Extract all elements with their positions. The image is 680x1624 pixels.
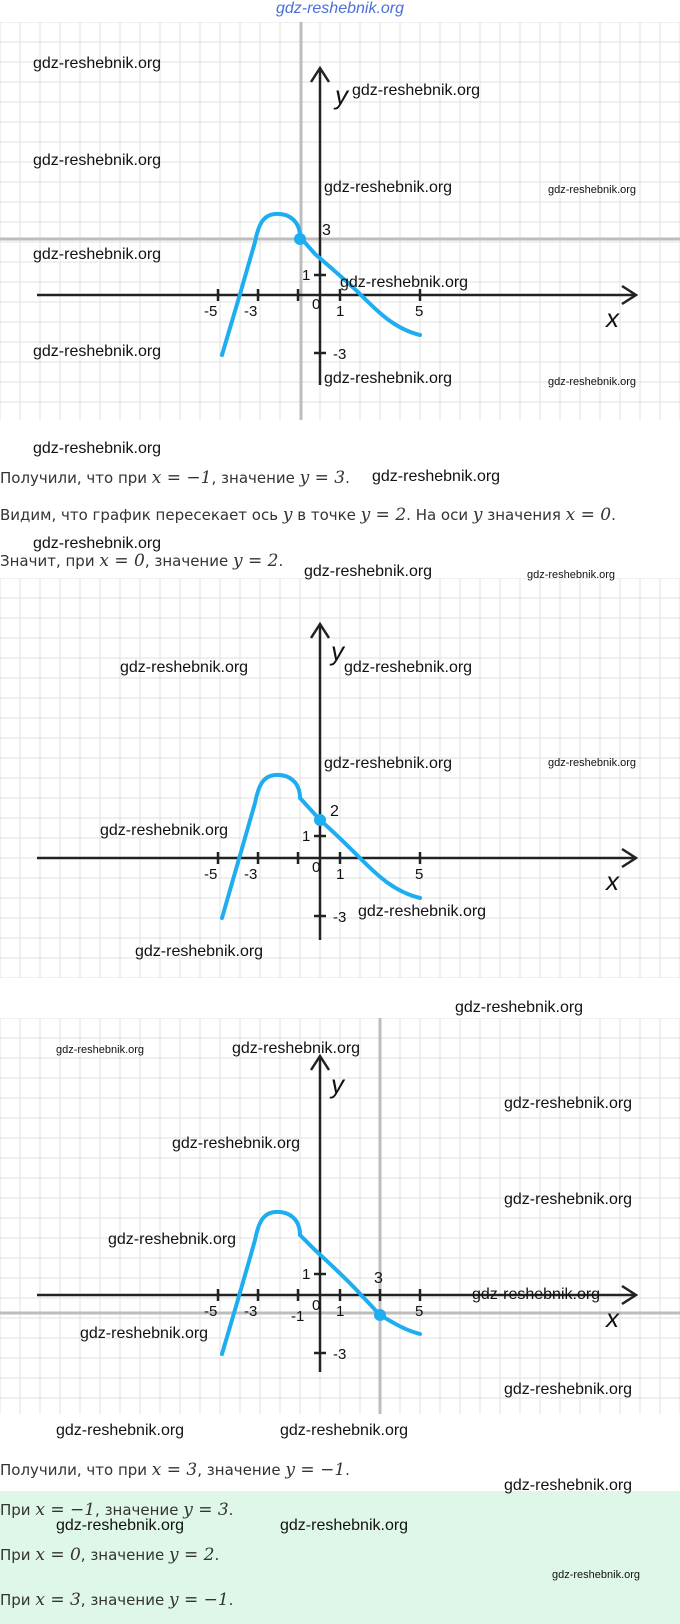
x-axis-label: x <box>606 1303 619 1333</box>
watermark: gdz-reshebnik.org <box>33 152 162 169</box>
y-axis-label: y <box>335 80 348 110</box>
tick-label: 0 <box>312 296 321 313</box>
watermark: gdz-reshebnik.org <box>33 246 162 263</box>
text: Видим, что график пересекает ось <box>0 506 283 524</box>
text: Получили, что при <box>0 469 152 487</box>
text-line-1 <box>0 468 350 488</box>
text: значения <box>482 506 566 524</box>
math: x = −1 <box>35 1500 96 1520</box>
watermark: gdz-reshebnik.org <box>504 1095 633 1112</box>
math: x = 0 <box>35 1545 81 1565</box>
text: . <box>611 506 616 524</box>
marked-point <box>294 233 306 245</box>
math: x = 0 <box>99 551 145 571</box>
site-header[interactable]: gdz-reshebnik.org <box>275 0 405 17</box>
tick-label: 5 <box>415 1303 424 1320</box>
text: . <box>228 1501 234 1519</box>
math: y = 3 <box>183 1500 229 1520</box>
y-axis-label: y <box>331 1069 344 1099</box>
tick-label: 5 <box>415 866 424 883</box>
watermark: gdz-reshebnik.org <box>304 563 433 580</box>
math: y = 2 <box>232 551 279 571</box>
tick-label: -3 <box>244 1303 258 1320</box>
watermark: gdz-reshebnik.org <box>455 999 584 1016</box>
text: , значение <box>197 1461 286 1479</box>
text: , значение <box>80 1546 169 1564</box>
text-line-4 <box>0 1460 350 1480</box>
tick-label: 5 <box>415 303 424 320</box>
tick-label: 1 <box>336 1303 345 1320</box>
text: , значение <box>211 469 300 487</box>
graph-2 <box>0 578 680 978</box>
text: в точке <box>292 506 361 524</box>
math: x = 3 <box>35 1590 81 1610</box>
math: y = 2 <box>360 505 407 525</box>
text: Значит, при <box>0 552 100 570</box>
tick-label: 1 <box>302 828 311 845</box>
watermark: gdz-reshebnik.org <box>33 440 162 457</box>
text: . <box>228 1591 234 1609</box>
summary-line-2 <box>0 1545 219 1565</box>
watermark: gdz-reshebnik.org <box>548 376 637 388</box>
watermark: gdz-reshebnik.org <box>280 1517 409 1534</box>
watermark: gdz-reshebnik.org <box>324 370 453 387</box>
watermark: gdz-reshebnik.org <box>472 1286 601 1303</box>
text: . На оси <box>406 506 473 524</box>
watermark: gdz-reshebnik.org <box>100 822 229 839</box>
text: При <box>0 1591 36 1609</box>
tick-label: -5 <box>204 866 218 883</box>
watermark: gdz-reshebnik.org <box>548 757 637 769</box>
text: . <box>345 1461 350 1479</box>
tick-label: 1 <box>336 303 345 320</box>
text: , значение <box>144 552 233 570</box>
watermark: gdz-reshebnik.org <box>80 1325 209 1342</box>
y-axis-label: y <box>331 636 344 666</box>
summary-line-3 <box>0 1590 233 1610</box>
text: При <box>0 1546 36 1564</box>
point-label: 3 <box>374 1270 383 1287</box>
math: x = −1 <box>151 468 212 488</box>
watermark: gdz-reshebnik.org <box>56 1517 185 1534</box>
watermark: gdz-reshebnik.org <box>120 659 249 676</box>
math: y = 2 <box>168 1545 215 1565</box>
watermark: gdz-reshebnik.org <box>172 1135 301 1152</box>
watermark: gdz-reshebnik.org <box>504 1477 633 1494</box>
marked-point <box>374 1309 386 1321</box>
watermark: gdz-reshebnik.org <box>324 755 453 772</box>
x-axis-label: x <box>606 303 619 333</box>
watermark: gdz-reshebnik.org <box>372 468 501 485</box>
watermark: gdz-reshebnik.org <box>358 903 487 920</box>
tick-label: 1 <box>302 267 311 284</box>
tick-label: -5 <box>204 1303 218 1320</box>
tick-label: 0 <box>312 859 321 876</box>
text: . <box>214 1546 220 1564</box>
watermark: gdz-reshebnik.org <box>340 274 469 291</box>
graph-3 <box>0 1018 680 1414</box>
watermark: gdz-reshebnik.org <box>108 1231 237 1248</box>
tick-label: -3 <box>244 303 258 320</box>
watermark: gdz-reshebnik.org <box>344 659 473 676</box>
watermark: gdz-reshebnik.org <box>33 343 162 360</box>
watermark: gdz-reshebnik.org <box>135 943 264 960</box>
text: Получили, что при <box>0 1461 152 1479</box>
watermark: gdz-reshebnik.org <box>324 179 453 196</box>
math: y = −1 <box>285 1460 346 1480</box>
watermark: gdz-reshebnik.org <box>33 535 162 552</box>
tick-label: -3 <box>333 909 347 926</box>
text: , значение <box>80 1591 169 1609</box>
watermark: gdz-reshebnik.org <box>33 55 162 72</box>
watermark: gdz-reshebnik.org <box>504 1381 633 1398</box>
watermark: gdz-reshebnik.org <box>527 569 616 581</box>
math: y <box>282 505 293 525</box>
marked-point <box>314 814 326 826</box>
text: При <box>0 1501 36 1519</box>
math: y = 3 <box>299 468 346 488</box>
math: x = 0 <box>565 505 612 525</box>
math: x = 3 <box>151 1460 198 1480</box>
tick-label: 1 <box>336 866 345 883</box>
tick-label: -5 <box>204 303 218 320</box>
watermark: gdz-reshebnik.org <box>504 1191 633 1208</box>
point-label: 3 <box>322 222 331 239</box>
watermark: gdz-reshebnik.org <box>56 1422 185 1439</box>
text: . <box>278 552 284 570</box>
text: . <box>345 469 350 487</box>
point-label: 2 <box>330 803 339 820</box>
text: , значение <box>95 1501 184 1519</box>
math: y <box>472 505 483 525</box>
tick-label: 1 <box>302 1266 311 1283</box>
text-line-3 <box>0 551 283 571</box>
graph-2-svg <box>0 578 680 978</box>
watermark: gdz-reshebnik.org <box>352 82 481 99</box>
watermark: gdz-reshebnik.org <box>552 1569 641 1581</box>
tick-label: 0 <box>312 1297 321 1314</box>
tick-label: -3 <box>333 1346 347 1363</box>
math: y = −1 <box>168 1590 229 1610</box>
text-line-2 <box>0 505 616 525</box>
watermark: gdz-reshebnik.org <box>56 1044 145 1056</box>
x-axis-label: x <box>606 866 619 896</box>
tick-label: -1 <box>291 1308 305 1325</box>
watermark: gdz-reshebnik.org <box>232 1040 361 1057</box>
watermark: gdz-reshebnik.org <box>548 184 637 196</box>
graph-3-svg <box>0 1018 680 1414</box>
watermark: gdz-reshebnik.org <box>280 1422 409 1439</box>
tick-label: -3 <box>244 866 258 883</box>
tick-label: -3 <box>333 346 347 363</box>
